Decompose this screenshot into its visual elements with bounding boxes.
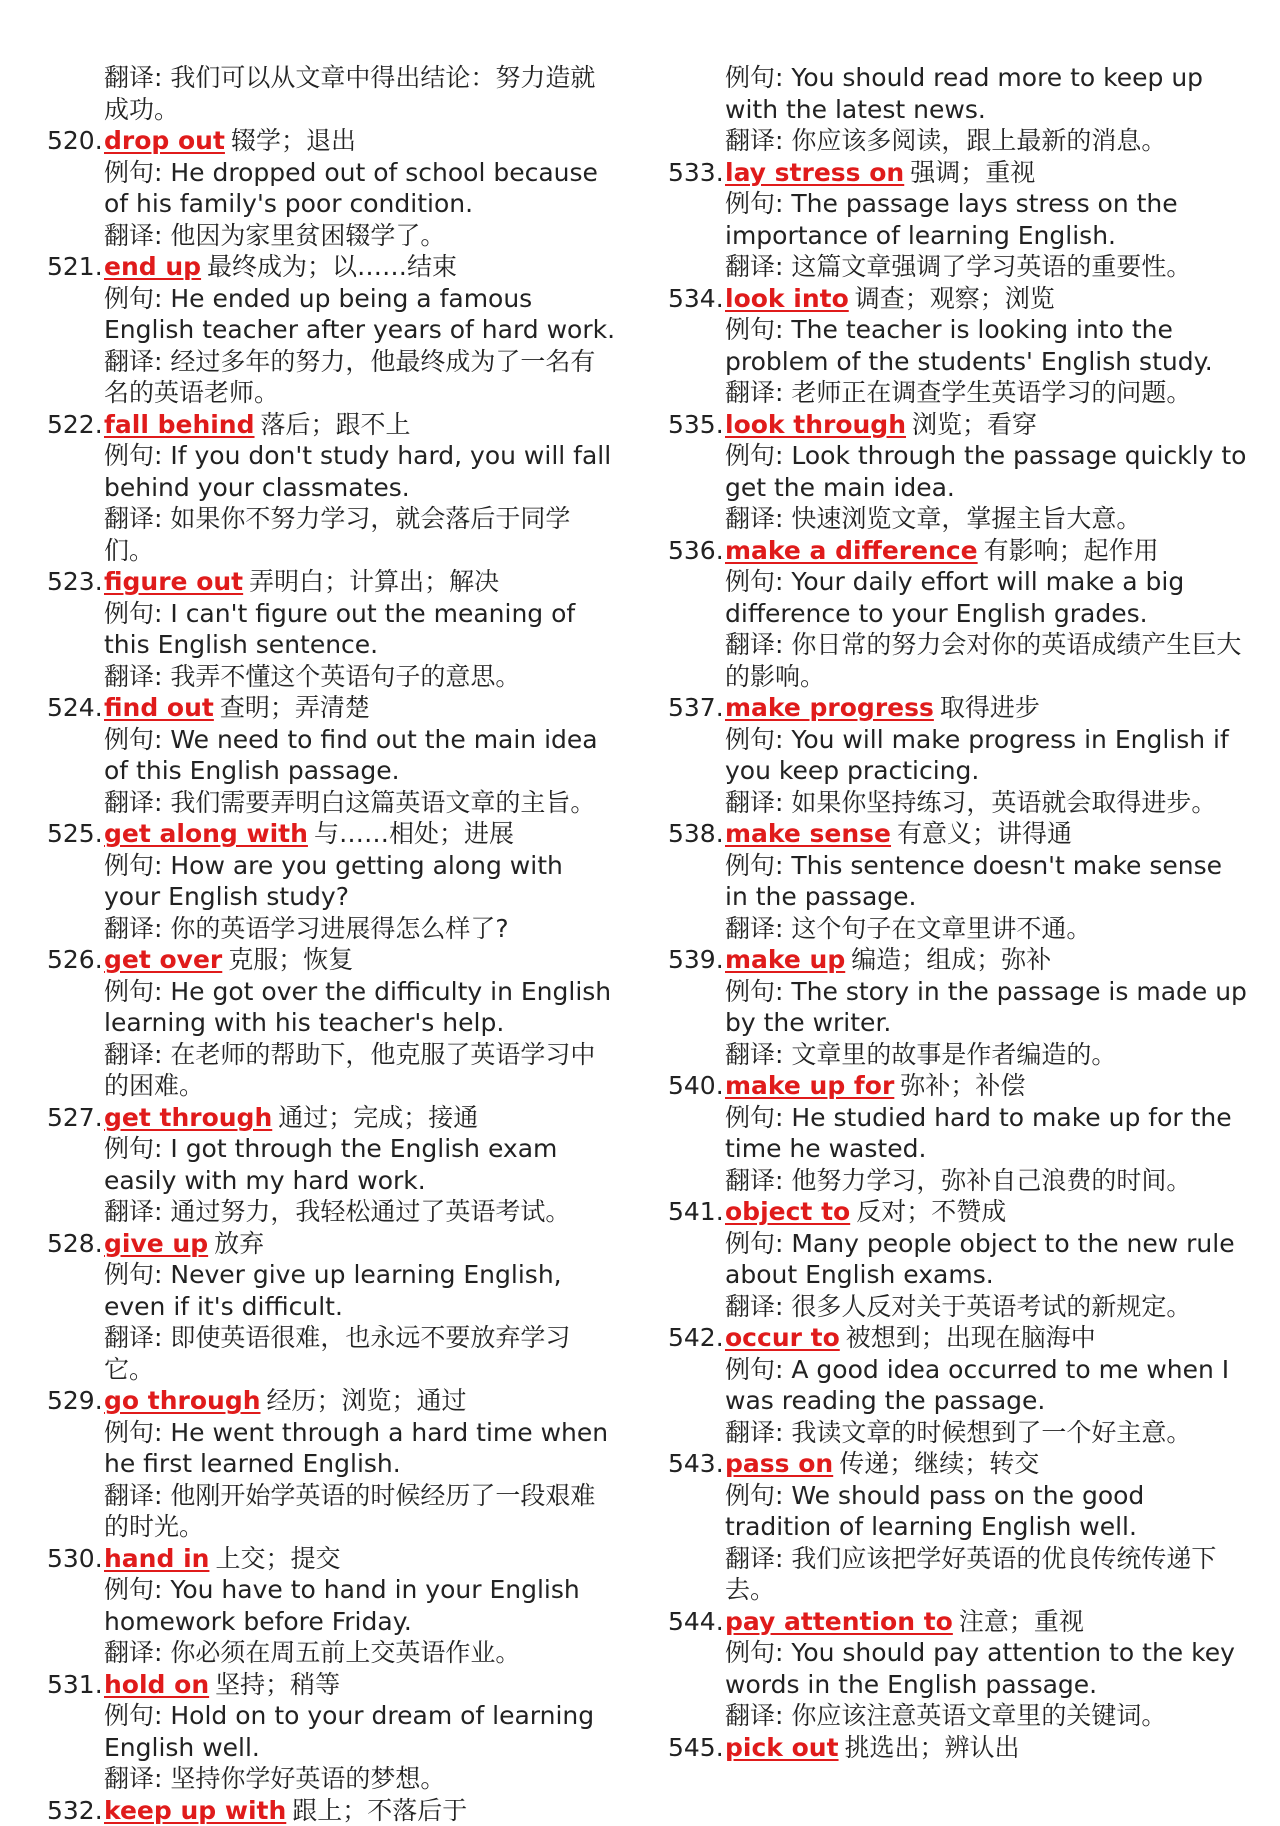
entry-header	[668, 944, 1248, 976]
entry-translation: 翻译: 这篇文章强调了学习英语的重要性。	[668, 251, 1248, 283]
entry-phrase: make sense	[725, 819, 897, 848]
entry-translation: 翻译: 我们需要弄明白这篇英语文章的主旨。	[47, 787, 617, 819]
entry-number: 544.	[668, 1606, 722, 1638]
entry-head-text	[722, 283, 1055, 315]
entry-example: 例句: We need to find out the main idea of this English passage.	[47, 724, 617, 787]
entry-meaning: 被想到；出现在脑海中	[846, 1323, 1096, 1352]
entry-translation: 翻译: 你日常的努力会对你的英语成绩产生巨大的影响。	[668, 629, 1248, 692]
entry-number: 535.	[668, 409, 722, 441]
entry-head-text	[722, 1606, 1084, 1638]
vocab-entry	[47, 1102, 617, 1228]
entry-header	[47, 566, 617, 598]
entry-meaning: 编造；组成；弥补	[851, 945, 1051, 974]
right-entry-list	[668, 157, 1248, 1764]
entry-example: 例句: Hold on to your dream of learning English well.	[47, 1700, 617, 1763]
entry-translation: 翻译: 很多人反对关于英语考试的新规定。	[668, 1291, 1248, 1323]
entry-phrase: get over	[104, 945, 228, 974]
entry-translation: 翻译: 他因为家里贫困辍学了。	[47, 220, 617, 252]
entry-number: 529.	[47, 1385, 101, 1417]
vocab-entry	[668, 1606, 1248, 1732]
entry-phrase: make progress	[725, 693, 940, 722]
entry-example: 例句: Your daily effort will make a big difference to your English grades.	[668, 566, 1248, 629]
entry-meaning: 查明；弄清楚	[220, 693, 370, 722]
entry-head-text	[722, 1732, 1020, 1764]
entry-header	[668, 1606, 1248, 1638]
vocab-entry	[668, 1196, 1248, 1322]
entry-meaning: 辍学；退出	[231, 126, 356, 155]
entry-header	[668, 535, 1248, 567]
entry-header	[47, 692, 617, 724]
vocab-entry	[47, 566, 617, 692]
entry-head-text	[101, 1385, 467, 1417]
entry-head-text	[722, 1070, 1025, 1102]
entry-example: 例句: I got through the English exam easily with my hard work.	[47, 1133, 617, 1196]
entry-translation: 翻译: 你必须在周五前上交英语作业。	[47, 1637, 617, 1669]
vocab-entry	[668, 1732, 1248, 1764]
entry-meaning: 浏览；看穿	[912, 410, 1037, 439]
entry-example: 例句: He got over the difficulty in English learning with his teacher's help.	[47, 976, 617, 1039]
entry-number: 543.	[668, 1448, 722, 1480]
entry-example: 例句: You have to hand in your English homework before Friday.	[47, 1574, 617, 1637]
entry-header	[668, 818, 1248, 850]
entry-number: 524.	[47, 692, 101, 724]
entry-number: 534.	[668, 283, 722, 315]
entry-example: 例句: The story in the passage is made up by the writer.	[668, 976, 1248, 1039]
entry-header	[47, 1543, 617, 1575]
entry-translation: 翻译: 坚持你学好英语的梦想。	[47, 1763, 617, 1795]
entry-translation: 翻译: 我们可以从文章中得出结论：努力造就成功。	[47, 62, 617, 125]
entry-header	[47, 1228, 617, 1260]
entry-header	[668, 1070, 1248, 1102]
entry-translation: 翻译: 你的英语学习进展得怎么样了?	[47, 913, 617, 945]
entry-head-text	[722, 944, 1051, 976]
entry-head-text	[722, 409, 1037, 441]
entry-meaning: 反对；不赞成	[856, 1197, 1006, 1226]
entry-phrase: hold on	[104, 1670, 215, 1699]
entry-meaning: 跟上；不落后于	[292, 1796, 467, 1825]
entry-phrase: pay attention to	[725, 1607, 959, 1636]
entry-example: 例句: If you don't study hard, you will fall behind your classmates.	[47, 440, 617, 503]
entry-number: 532.	[47, 1795, 101, 1826]
entry-head-text	[101, 251, 457, 283]
entry-header	[668, 1196, 1248, 1228]
entry-meaning: 弥补；补偿	[900, 1071, 1025, 1100]
entry-example: 例句: The passage lays stress on the importance of learning English.	[668, 188, 1248, 251]
vocab-entry	[668, 818, 1248, 944]
entry-header	[668, 1448, 1248, 1480]
entry-header	[47, 1385, 617, 1417]
entry-number: 542.	[668, 1322, 722, 1354]
entry-number: 530.	[47, 1543, 101, 1575]
entry-example: 例句: I can't figure out the meaning of this English sentence.	[47, 598, 617, 661]
entry-meaning: 最终成为；以……结束	[207, 252, 457, 281]
entry-meaning: 落后；跟不上	[261, 410, 411, 439]
entry-head-text	[101, 1543, 340, 1575]
entry-header	[47, 251, 617, 283]
entry-meaning: 坚持；稍等	[215, 1670, 340, 1699]
vocab-entry	[47, 1385, 617, 1543]
entry-example: 例句: Look through the passage quickly to get the main idea.	[668, 440, 1248, 503]
entry-head-text	[101, 944, 353, 976]
vocab-entry	[47, 944, 617, 1102]
entry-head-text	[722, 692, 1040, 724]
entry-head-text	[101, 818, 514, 850]
vocab-entry	[668, 409, 1248, 535]
vocab-entry	[47, 125, 617, 251]
entry-number: 538.	[668, 818, 722, 850]
entry-translation: 翻译: 通过努力，我轻松通过了英语考试。	[47, 1196, 617, 1228]
entry-phrase: hand in	[104, 1544, 215, 1573]
entry-example: 例句: This sentence doesn't make sense in the passage.	[668, 850, 1248, 913]
left-entry-list	[47, 125, 617, 1826]
entry-translation: 翻译: 如果你坚持练习，英语就会取得进步。	[668, 787, 1248, 819]
entry-meaning: 与……相处；进展	[314, 819, 514, 848]
entry-example: 例句: You should pay attention to the key words in the English passage.	[668, 1637, 1248, 1700]
entry-head-text	[101, 409, 411, 441]
entry-translation: 翻译: 他刚开始学英语的时候经历了一段艰难的时光。	[47, 1480, 617, 1543]
entry-number: 541.	[668, 1196, 722, 1228]
entry-example: 例句: The teacher is looking into the problem of the students' English study.	[668, 314, 1248, 377]
entry-header	[668, 409, 1248, 441]
entry-header	[668, 157, 1248, 189]
vocab-entry	[668, 535, 1248, 693]
entry-example: 例句: Never give up learning English, even if it's difficult.	[47, 1259, 617, 1322]
entry-header	[47, 1669, 617, 1701]
entry-translation: 翻译: 我读文章的时候想到了一个好主意。	[668, 1417, 1248, 1449]
vocab-entry	[668, 283, 1248, 409]
entry-number: 527.	[47, 1102, 101, 1134]
entry-head-text	[101, 1669, 340, 1701]
entry-meaning: 挑选出；辨认出	[845, 1733, 1020, 1762]
entry-phrase: go through	[104, 1386, 267, 1415]
entry-head-text	[722, 818, 1072, 850]
entry-translation: 翻译: 你应该注意英语文章里的关键词。	[668, 1700, 1248, 1732]
entry-phrase: look through	[725, 410, 912, 439]
entry-phrase: drop out	[104, 126, 231, 155]
entry-translation: 翻译: 文章里的故事是作者编造的。	[668, 1039, 1248, 1071]
vocab-entry	[668, 1070, 1248, 1196]
entry-example: 例句: You should read more to keep up with the latest news.	[668, 62, 1248, 125]
entry-meaning: 取得进步	[940, 693, 1040, 722]
entry-header	[47, 818, 617, 850]
entry-number: 540.	[668, 1070, 722, 1102]
vocab-entry	[47, 1795, 617, 1826]
entry-number: 522.	[47, 409, 101, 441]
entry-phrase: get along with	[104, 819, 314, 848]
entry-translation: 翻译: 他努力学习，弥补自己浪费的时间。	[668, 1165, 1248, 1197]
entry-example: 例句: He ended up being a famous English teacher after years of hard work.	[47, 283, 617, 346]
entry-phrase: object to	[725, 1197, 856, 1226]
entry-phrase: find out	[104, 693, 220, 722]
entry-meaning: 调查；观察；浏览	[855, 284, 1055, 313]
entry-number: 545.	[668, 1732, 722, 1764]
entry-number: 539.	[668, 944, 722, 976]
vocab-entry	[47, 409, 617, 567]
entry-phrase: end up	[104, 252, 207, 281]
entry-meaning: 注意；重视	[959, 1607, 1084, 1636]
entry-phrase: pick out	[725, 1733, 845, 1762]
entry-example: 例句: We should pass on the good tradition of learning English well.	[668, 1480, 1248, 1543]
vocab-entry	[668, 944, 1248, 1070]
entry-phrase: pass on	[725, 1449, 839, 1478]
entry-number: 537.	[668, 692, 722, 724]
vocab-entry	[668, 1448, 1248, 1606]
entry-number: 536.	[668, 535, 722, 567]
entry-head-text	[722, 1196, 1006, 1228]
entry-head-text	[101, 125, 356, 157]
entry-number: 523.	[47, 566, 101, 598]
entry-meaning: 通过；完成；接通	[278, 1103, 478, 1132]
entry-header	[668, 1732, 1248, 1764]
entry-example: 例句: He studied hard to make up for the time he wasted.	[668, 1102, 1248, 1165]
entry-example: 例句: He went through a hard time when he first learned English.	[47, 1417, 617, 1480]
entry-head-text	[101, 692, 370, 724]
entry-translation: 翻译: 快速浏览文章，掌握主旨大意。	[668, 503, 1248, 535]
vocab-entry	[668, 1322, 1248, 1448]
entry-header	[47, 1102, 617, 1134]
entry-meaning: 克服；恢复	[228, 945, 353, 974]
entry-translation: 翻译: 我们应该把学好英语的优良传统传递下去。	[668, 1543, 1248, 1606]
entry-phrase: fall behind	[104, 410, 261, 439]
entry-header	[668, 1322, 1248, 1354]
entry-translation: 翻译: 这个句子在文章里讲不通。	[668, 913, 1248, 945]
entry-number: 533.	[668, 157, 722, 189]
left-column	[47, 62, 617, 1826]
entry-translation: 翻译: 如果你不努力学习，就会落后于同学们。	[47, 503, 617, 566]
entry-number: 526.	[47, 944, 101, 976]
entry-header	[47, 125, 617, 157]
entry-meaning: 经历；浏览；通过	[267, 1386, 467, 1415]
entry-meaning: 放弃	[214, 1229, 264, 1258]
entry-phrase: figure out	[104, 567, 249, 596]
entry-meaning: 传递；继续；转交	[839, 1449, 1039, 1478]
vocab-entry	[47, 692, 617, 818]
entry-number: 521.	[47, 251, 101, 283]
entry-head-text	[101, 1228, 264, 1260]
entry-head-text	[722, 535, 1159, 567]
vocab-entry	[47, 1543, 617, 1669]
entry-meaning: 有意义；讲得通	[897, 819, 1072, 848]
vocab-entry	[47, 1228, 617, 1386]
vocab-entry	[668, 692, 1248, 818]
vocab-entry	[47, 818, 617, 944]
entry-translation: 翻译: 老师正在调查学生英语学习的问题。	[668, 377, 1248, 409]
vocab-entry	[668, 157, 1248, 283]
entry-phrase: get through	[104, 1103, 278, 1132]
entry-example: 例句: He dropped out of school because of his family's poor condition.	[47, 157, 617, 220]
vocab-entry	[47, 1669, 617, 1795]
entry-meaning: 弄明白；计算出；解决	[249, 567, 499, 596]
entry-head-text	[101, 1102, 478, 1134]
entry-header	[47, 944, 617, 976]
entry-number: 528.	[47, 1228, 101, 1260]
entry-phrase: keep up with	[104, 1796, 292, 1825]
entry-head-text	[722, 157, 1035, 189]
vocab-entry	[47, 251, 617, 409]
entry-phrase: lay stress on	[725, 158, 910, 187]
entry-header	[668, 692, 1248, 724]
entry-translation: 翻译: 经过多年的努力，他最终成为了一名有名的英语老师。	[47, 346, 617, 409]
entry-translation: 翻译: 即使英语很难，也永远不要放弃学习它。	[47, 1322, 617, 1385]
entry-translation: 翻译: 我弄不懂这个英语句子的意思。	[47, 661, 617, 693]
entry-phrase: make a difference	[725, 536, 984, 565]
entry-number: 531.	[47, 1669, 101, 1701]
entry-header	[47, 409, 617, 441]
entry-number: 525.	[47, 818, 101, 850]
entry-phrase: give up	[104, 1229, 214, 1258]
entry-meaning: 上交；提交	[215, 1544, 340, 1573]
entry-phrase: occur to	[725, 1323, 846, 1352]
entry-header	[668, 283, 1248, 315]
entry-header	[47, 1795, 617, 1826]
entry-head-text	[101, 566, 499, 598]
entry-translation: 翻译: 你应该多阅读，跟上最新的消息。	[668, 125, 1248, 157]
right-column	[668, 62, 1248, 1763]
entry-example: 例句: You will make progress in English if you keep practicing.	[668, 724, 1248, 787]
entry-phrase: make up	[725, 945, 851, 974]
entry-phrase: look into	[725, 284, 855, 313]
entry-phrase: make up for	[725, 1071, 900, 1100]
entry-number: 520.	[47, 125, 101, 157]
entry-example: 例句: How are you getting along with your English study?	[47, 850, 617, 913]
entry-head-text	[101, 1795, 467, 1826]
entry-meaning: 强调；重视	[910, 158, 1035, 187]
entry-example: 例句: A good idea occurred to me when I was reading the passage.	[668, 1354, 1248, 1417]
entry-translation: 翻译: 在老师的帮助下，他克服了英语学习中的困难。	[47, 1039, 617, 1102]
entry-head-text	[722, 1448, 1039, 1480]
entry-head-text	[722, 1322, 1096, 1354]
entry-meaning: 有影响；起作用	[984, 536, 1159, 565]
entry-example: 例句: Many people object to the new rule about English exams.	[668, 1228, 1248, 1291]
